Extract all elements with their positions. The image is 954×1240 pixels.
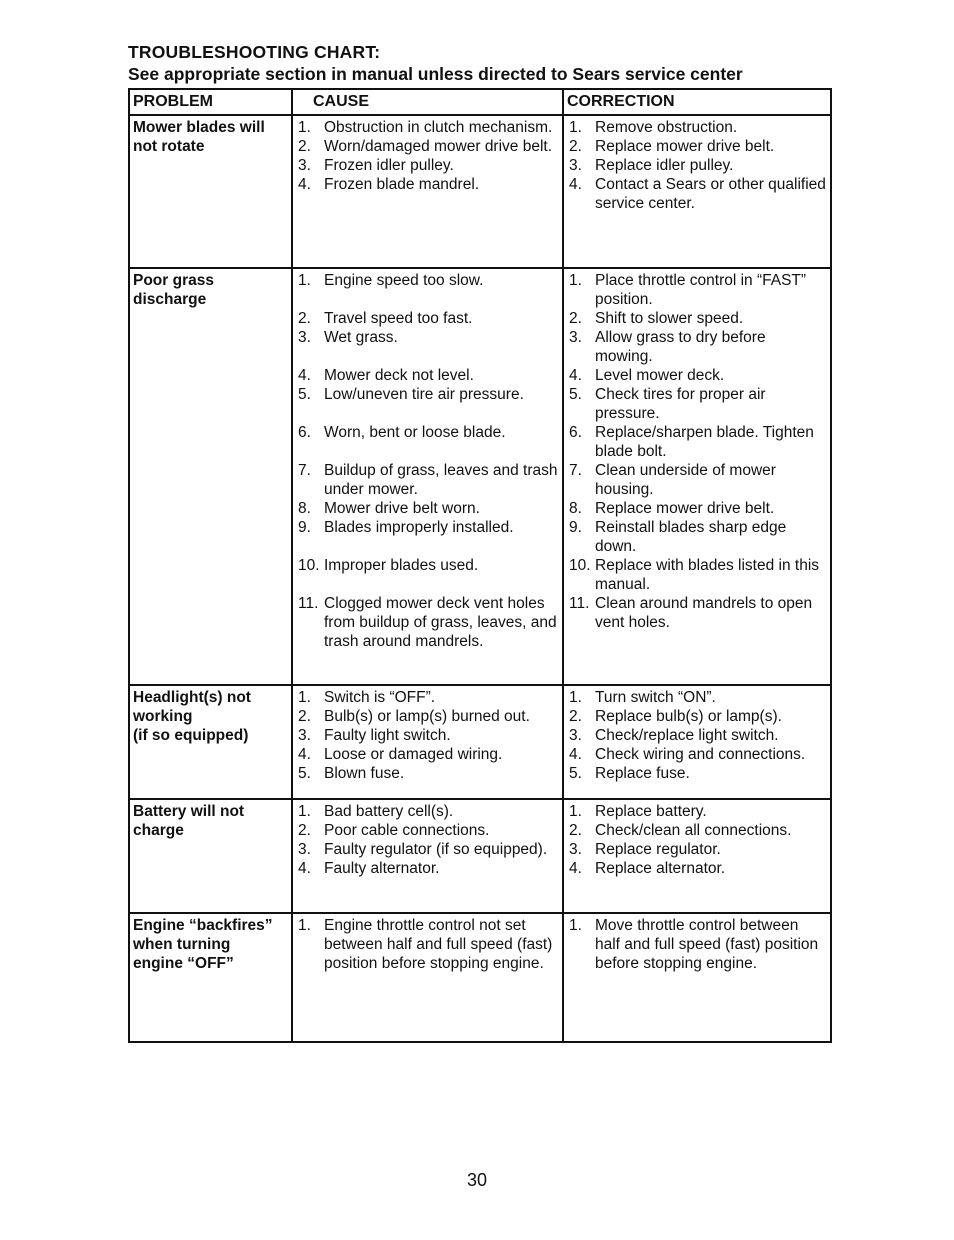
- list-item: [296, 137, 559, 156]
- item-text: Clean underside of mower housing.: [595, 462, 776, 498]
- item-text: Frozen blade mandrel.: [324, 176, 480, 193]
- list-item: [567, 840, 827, 859]
- item-text: Faulty regulator (if so equipped).: [324, 841, 548, 858]
- item-text: Mower drive belt worn.: [324, 500, 480, 517]
- item-number: 3.: [569, 329, 582, 346]
- item-number: 2.: [569, 138, 582, 155]
- cause-cell: [292, 268, 563, 685]
- item-text: Check/clean all connections.: [595, 822, 792, 839]
- list-item: [296, 461, 559, 499]
- problem-text: Battery will not charge: [133, 803, 245, 839]
- table-row: [129, 913, 831, 1042]
- item-number: 5.: [298, 765, 311, 782]
- cause-list: [296, 118, 559, 194]
- item-number: 8.: [569, 500, 582, 517]
- item-text: Worn, bent or loose blade.: [324, 424, 506, 441]
- item-text: Improper blades used.: [324, 557, 479, 574]
- list-item: [567, 688, 827, 707]
- item-text: Bad battery cell(s).: [324, 803, 454, 820]
- list-item: [567, 118, 827, 137]
- item-number: 4.: [298, 176, 311, 193]
- item-text: Wet grass.: [324, 329, 398, 346]
- item-number: 3.: [298, 841, 311, 858]
- list-item: [567, 821, 827, 840]
- header-problem: PROBLEM: [129, 89, 292, 115]
- list-item: [296, 175, 559, 194]
- item-text: Allow grass to dry before mowing.: [595, 329, 766, 365]
- item-text: Contact a Sears or other qualified service center.: [595, 176, 826, 212]
- item-text: Faulty light switch.: [324, 727, 451, 744]
- item-text: Faulty alternator.: [324, 860, 440, 877]
- item-text: Low/uneven tire air pressure.: [324, 386, 524, 403]
- correction-list: [567, 118, 827, 213]
- correction-list: [567, 271, 827, 632]
- item-text: Replace idler pulley.: [595, 157, 734, 174]
- page-number: 30: [466, 1170, 488, 1190]
- problem-text: Headlight(s) not working (if so equipped): [133, 689, 251, 744]
- list-item: [567, 764, 827, 783]
- list-item: [296, 309, 559, 328]
- cause-list: [296, 916, 559, 973]
- correction-list: [567, 802, 827, 878]
- list-item: [296, 840, 559, 859]
- correction-list: [567, 916, 827, 973]
- item-number: 4.: [298, 367, 311, 384]
- item-text: Replace battery.: [595, 803, 707, 820]
- item-text: Loose or damaged wiring.: [324, 746, 503, 763]
- cause-cell: [292, 913, 563, 1042]
- item-text: Replace with blades listed in this manual.: [595, 557, 820, 593]
- list-item: [567, 137, 827, 156]
- troubleshooting-page: [128, 42, 830, 1043]
- item-number: 4.: [298, 860, 311, 877]
- item-number: 4.: [298, 746, 311, 763]
- item-number: 3.: [569, 727, 582, 744]
- list-item: [296, 328, 559, 347]
- item-text: Replace mower drive belt.: [595, 138, 775, 155]
- item-number: 1.: [569, 803, 582, 820]
- item-text: Clogged mower deck vent holes from buildup of grass, leaves, and trash around mandrels.: [324, 595, 557, 650]
- list-item: [567, 366, 827, 385]
- table-row: [129, 799, 831, 913]
- header-correction: CORRECTION: [563, 89, 831, 115]
- item-text: Replace mower drive belt.: [595, 500, 775, 517]
- cause-list: [296, 688, 559, 783]
- item-text: Level mower deck.: [595, 367, 725, 384]
- problem-cell: [129, 799, 292, 913]
- item-text: Replace fuse.: [595, 765, 690, 782]
- problem-text: Poor grass discharge: [133, 272, 214, 308]
- correction-cell: [563, 799, 831, 913]
- list-item: [567, 916, 827, 973]
- correction-cell: [563, 268, 831, 685]
- item-number: 10.: [569, 557, 591, 574]
- item-text: Clean around mandrels to open vent holes.: [595, 595, 813, 631]
- item-text: Check tires for proper air pressure.: [595, 386, 766, 422]
- list-item: [567, 156, 827, 175]
- item-number: 9.: [569, 519, 582, 536]
- item-number: 3.: [298, 727, 311, 744]
- list-item: [567, 328, 827, 366]
- item-number: 9.: [298, 519, 311, 536]
- list-item: [567, 726, 827, 745]
- table-row: [129, 685, 831, 799]
- list-item: [296, 156, 559, 175]
- item-text: Blades improperly installed.: [324, 519, 514, 536]
- item-text: Place throttle control in “FAST” position.: [595, 272, 807, 308]
- list-item: [296, 821, 559, 840]
- item-number: 1.: [298, 917, 311, 934]
- header-cause: CAUSE: [292, 89, 563, 115]
- cause-cell: [292, 685, 563, 799]
- list-item: [296, 594, 559, 651]
- list-item: [567, 859, 827, 878]
- item-number: 6.: [569, 424, 582, 441]
- list-item: [567, 271, 827, 309]
- item-text: Replace/sharpen blade. Tighten blade bolt.: [595, 424, 814, 460]
- list-item: [296, 745, 559, 764]
- list-item: [296, 366, 559, 385]
- table-row: [129, 115, 831, 268]
- problem-text: Mower blades will not rotate: [133, 119, 265, 155]
- item-number: 2.: [298, 138, 311, 155]
- item-number: 6.: [298, 424, 311, 441]
- list-item: [296, 916, 559, 973]
- list-item: [296, 385, 559, 404]
- list-item: [567, 556, 827, 594]
- correction-cell: [563, 685, 831, 799]
- table-header-row: [129, 89, 831, 115]
- item-text: Engine throttle control not set between half and full speed (fast) position before stopping engine.: [324, 917, 553, 972]
- item-text: Blown fuse.: [324, 765, 405, 782]
- item-number: 2.: [298, 708, 311, 725]
- item-text: Frozen idler pulley.: [324, 157, 454, 174]
- item-number: 4.: [569, 746, 582, 763]
- list-item: [296, 423, 559, 442]
- item-text: Poor cable connections.: [324, 822, 490, 839]
- list-item: [567, 461, 827, 499]
- item-number: 1.: [298, 689, 311, 706]
- item-number: 3.: [298, 157, 311, 174]
- item-number: 3.: [298, 329, 311, 346]
- item-number: 5.: [569, 386, 582, 403]
- item-text: Turn switch “ON”.: [595, 689, 716, 706]
- item-number: 5.: [569, 765, 582, 782]
- list-item: [296, 764, 559, 783]
- problem-cell: [129, 685, 292, 799]
- item-text: Replace alternator.: [595, 860, 726, 877]
- item-number: 2.: [569, 310, 582, 327]
- item-text: Switch is “OFF”.: [324, 689, 436, 706]
- item-number: 1.: [569, 917, 582, 934]
- problem-cell: [129, 115, 292, 268]
- item-number: 11.: [298, 595, 319, 612]
- item-number: 2.: [569, 708, 582, 725]
- item-text: Replace bulb(s) or lamp(s).: [595, 708, 782, 725]
- problem-cell: [129, 913, 292, 1042]
- list-item: [296, 707, 559, 726]
- item-number: 1.: [569, 689, 582, 706]
- list-item: [567, 175, 827, 213]
- item-text: Worn/damaged mower drive belt.: [324, 138, 553, 155]
- item-number: 3.: [569, 157, 582, 174]
- cause-cell: [292, 115, 563, 268]
- item-number: 2.: [298, 310, 311, 327]
- item-number: 5.: [298, 386, 311, 403]
- item-number: 4.: [569, 176, 582, 193]
- item-text: Mower deck not level.: [324, 367, 474, 384]
- correction-cell: [563, 115, 831, 268]
- item-text: Shift to slower speed.: [595, 310, 744, 327]
- item-text: Move throttle control between half and full speed (fast) position before stopping engine.: [595, 917, 819, 972]
- list-item: [296, 518, 559, 537]
- troubleshooting-table: [128, 88, 832, 1043]
- chart-subtitle: See appropriate section in manual unless directed to Sears service center: [128, 64, 743, 84]
- item-text: Check/replace light switch.: [595, 727, 779, 744]
- item-number: 3.: [569, 841, 582, 858]
- cause-list: [296, 271, 559, 651]
- list-item: [567, 309, 827, 328]
- list-item: [567, 594, 827, 632]
- cause-list: [296, 802, 559, 878]
- list-item: [296, 556, 559, 575]
- item-text: Bulb(s) or lamp(s) burned out.: [324, 708, 530, 725]
- item-number: 4.: [569, 367, 582, 384]
- list-item: [567, 423, 827, 461]
- list-item: [296, 118, 559, 137]
- chart-title: TROUBLESHOOTING CHART:: [128, 42, 381, 62]
- cause-cell: [292, 799, 563, 913]
- item-text: Buildup of grass, leaves and trash under mower.: [324, 462, 558, 498]
- list-item: [567, 385, 827, 423]
- item-number: 10.: [298, 557, 320, 574]
- item-number: 7.: [569, 462, 582, 479]
- item-number: 11.: [569, 595, 590, 612]
- item-text: Remove obstruction.: [595, 119, 738, 136]
- list-item: [296, 688, 559, 707]
- item-text: Replace regulator.: [595, 841, 721, 858]
- list-item: [296, 802, 559, 821]
- item-number: 1.: [298, 272, 311, 289]
- item-text: Check wiring and connections.: [595, 746, 806, 763]
- table-body: [129, 115, 831, 1042]
- item-number: 1.: [569, 272, 582, 289]
- item-number: 2.: [298, 822, 311, 839]
- list-item: [567, 499, 827, 518]
- list-item: [296, 271, 559, 290]
- item-text: Travel speed too fast.: [324, 310, 473, 327]
- item-text: Obstruction in clutch mechanism.: [324, 119, 553, 136]
- item-number: 1.: [569, 119, 582, 136]
- list-item: [567, 707, 827, 726]
- correction-cell: [563, 913, 831, 1042]
- item-text: Engine speed too slow.: [324, 272, 484, 289]
- item-number: 7.: [298, 462, 311, 479]
- item-number: 1.: [298, 119, 311, 136]
- problem-cell: [129, 268, 292, 685]
- table-row: [129, 268, 831, 685]
- list-item: [567, 745, 827, 764]
- item-number: 1.: [298, 803, 311, 820]
- correction-list: [567, 688, 827, 783]
- list-item: [296, 859, 559, 878]
- list-item: [567, 518, 827, 556]
- problem-text: Engine “backfires” when turning engine “OFF”: [133, 917, 273, 972]
- item-number: 8.: [298, 500, 311, 517]
- list-item: [567, 802, 827, 821]
- item-number: 2.: [569, 822, 582, 839]
- list-item: [296, 726, 559, 745]
- list-item: [296, 499, 559, 518]
- item-text: Reinstall blades sharp edge down.: [595, 519, 787, 555]
- item-number: 4.: [569, 860, 582, 877]
